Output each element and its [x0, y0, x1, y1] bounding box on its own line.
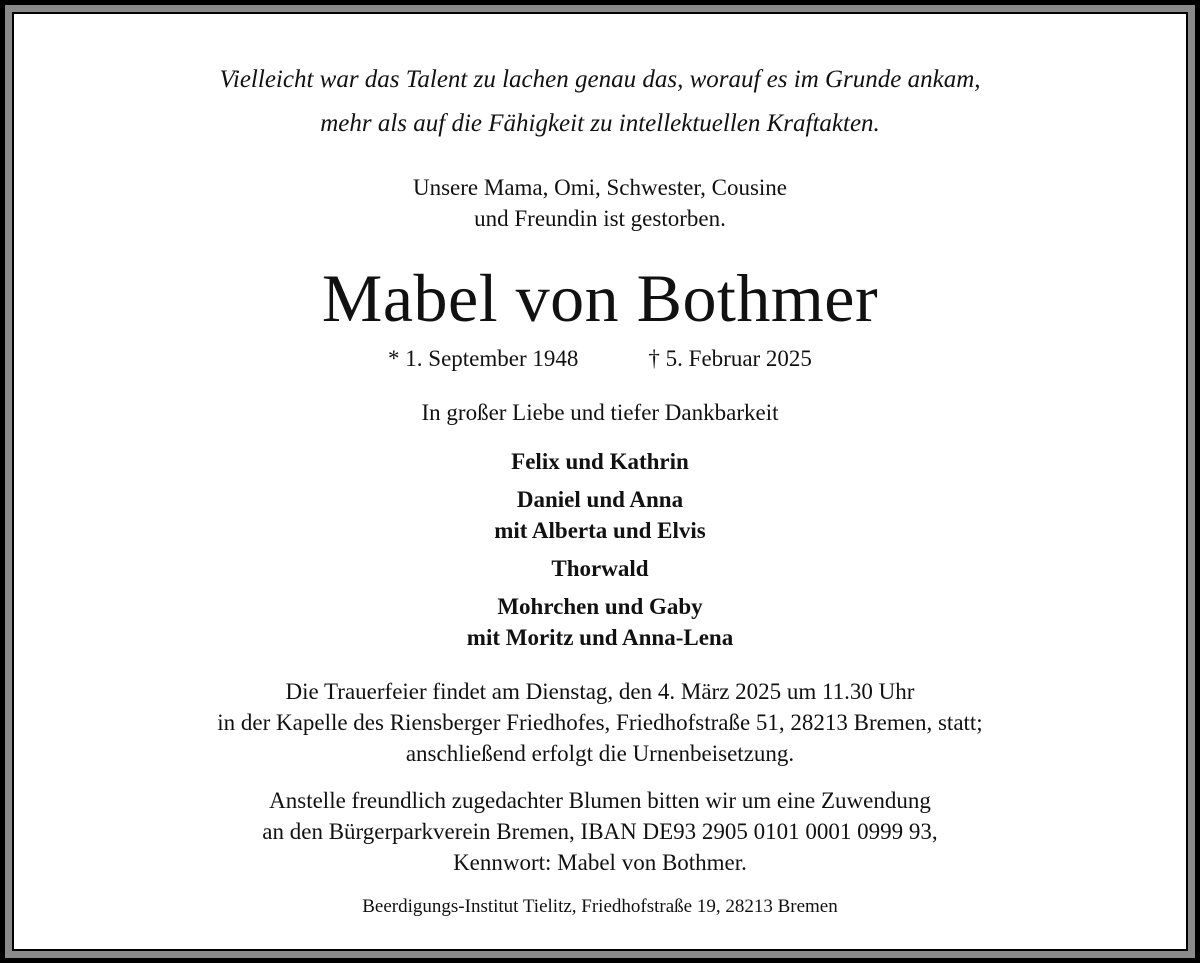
gray-border — [5, 5, 1195, 958]
intro-line: und Freundin ist gestorben. — [474, 206, 726, 231]
obituary-notice — [12, 12, 1188, 951]
quote-line: Vielleicht war das Talent zu lachen genau das, worauf es im Grunde ankam, — [219, 66, 981, 93]
death-date: † 5. Februar 2025 — [648, 346, 812, 371]
family-line: Thorwald — [551, 556, 649, 581]
donation-info — [14, 785, 1186, 878]
donation-line: an den Bürgerparkverein Bremen, IBAN DE93 2905 0101 0001 0999 93, — [262, 819, 938, 844]
family-group — [14, 553, 1186, 584]
thanks-line: In großer Liebe und tiefer Dankbarkeit — [421, 400, 779, 425]
family-line: mit Alberta und Elvis — [494, 518, 706, 543]
family-line: Mohrchen und Gaby — [497, 594, 703, 619]
family-group — [14, 591, 1186, 653]
funeral-home: Beerdigungs-Institut Tielitz, Friedhofstraße 19, 28213 Bremen — [362, 896, 838, 917]
family-line: mit Moritz und Anna-Lena — [466, 625, 734, 650]
family-group — [14, 446, 1186, 477]
deceased-name: Mabel von Bothmer — [321, 260, 879, 336]
life-dates — [14, 344, 1186, 374]
quote-line: mehr als auf die Fähigkeit zu intellektuellen Kraftakten. — [320, 110, 880, 137]
family-group — [14, 484, 1186, 546]
family-line: Daniel und Anna — [516, 487, 684, 512]
intro-block — [14, 172, 1186, 234]
donation-line: Kennwort: Mabel von Bothmer. — [453, 850, 747, 875]
ceremony-line: in der Kapelle des Riensberger Friedhofes, Friedhofstraße 51, 28213 Bremen, statt; — [217, 710, 983, 735]
birth-date: * 1. September 1948 — [388, 346, 579, 371]
ceremony-info — [14, 676, 1186, 769]
quote-block — [14, 58, 1186, 146]
ceremony-line: Die Trauerfeier findet am Dienstag, den 4. März 2025 um 11.30 Uhr — [285, 679, 915, 704]
donation-line: Anstelle freundlich zugedachter Blumen bitten wir um eine Zuwendung — [269, 788, 931, 813]
family-line: Felix und Kathrin — [511, 449, 689, 474]
ceremony-line: anschließend erfolgt die Urnenbeisetzung. — [405, 741, 795, 766]
intro-line: Unsere Mama, Omi, Schwester, Cousine — [412, 175, 788, 200]
